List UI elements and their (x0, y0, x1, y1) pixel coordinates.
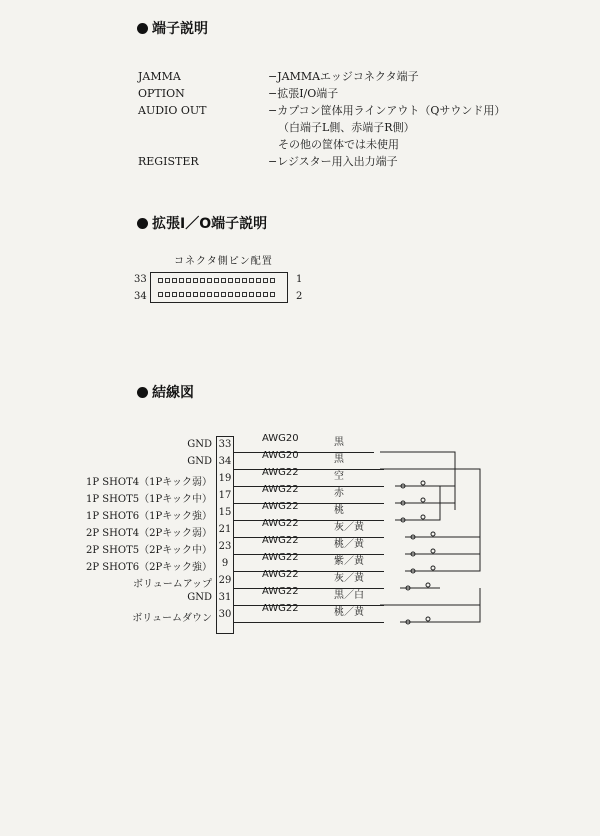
pin-label-bottom-right: 2 (296, 291, 303, 302)
wiring-pin-number: 23 (218, 541, 232, 552)
wiring-gauge: AWG22 (262, 467, 299, 478)
wiring-color: 空 (334, 471, 344, 482)
wiring-color: 黒 (334, 437, 344, 448)
wiring-pin-number: 21 (218, 524, 232, 535)
wiring-color: 灰／黄 (334, 522, 364, 533)
terminal-name: AUDIO OUT (138, 104, 207, 117)
wiring-signal-label: 2P SHOT4（2Pキック弱） (86, 528, 212, 539)
wiring-pin-number: 19 (218, 473, 232, 484)
wiring-gauge: AWG22 (262, 552, 299, 563)
terminal-desc: その他の筐体では未使用 (278, 138, 399, 151)
wiring-color: 灰／黄 (334, 573, 364, 584)
wiring-gauge: AWG22 (262, 586, 299, 597)
wiring-color: 赤 (334, 488, 344, 499)
terminal-desc: −レジスター用入出力端子 (268, 155, 398, 168)
wiring-pin-number: 33 (218, 439, 232, 450)
wiring-gauge: AWG22 (262, 535, 299, 546)
wiring-signal-label: 2P SHOT5（2Pキック中） (86, 545, 212, 556)
wiring-gauge: AWG22 (262, 484, 299, 495)
terminal-name: JAMMA (138, 70, 181, 83)
terminal-name: REGISTER (138, 155, 199, 168)
wiring-signal-label: ボリュームアップ (133, 579, 212, 590)
wiring-signal-label: 2P SHOT6（2Pキック強） (86, 562, 212, 573)
terminal-name: OPTION (138, 87, 185, 100)
wiring-gauge: AWG20 (262, 433, 299, 444)
wiring-pin-number: 34 (218, 456, 232, 467)
wiring-title-text: 結線図 (152, 385, 194, 401)
wiring-pin-number: 29 (218, 575, 232, 586)
wiring-gauge: AWG20 (262, 450, 299, 461)
pin-label-bottom-left: 34 (134, 291, 147, 302)
wiring-signal-label: 1P SHOT4（1Pキック弱） (86, 477, 212, 488)
wiring-color: 桃 (334, 505, 344, 516)
pin-label-top-left: 33 (134, 274, 147, 285)
connector-title: コネクタ側ピン配置 (174, 256, 273, 267)
wiring-signal-label: 1P SHOT6（1Pキック強） (86, 511, 212, 522)
wiring-gauge: AWG22 (262, 501, 299, 512)
wiring-gauge: AWG22 (262, 569, 299, 580)
terminals-title-text: 端子説明 (152, 21, 208, 37)
terminal-desc: −カプコン筐体用ラインアウト（Qサウンド用） (268, 104, 506, 117)
wiring-color: 桃／黄 (334, 539, 364, 550)
wiring-pin-number: 30 (218, 609, 232, 620)
wiring-gauge: AWG22 (262, 603, 299, 614)
wiring-signal-label: ボリュームダウン (132, 613, 212, 624)
pin-label-top-right: 1 (296, 274, 303, 285)
wiring-gauge: AWG22 (262, 518, 299, 529)
wiring-signal-label: GND (187, 592, 212, 603)
wiring-pin-number: 17 (218, 490, 232, 501)
expansion-title-text: 拡張I／O端子説明 (152, 216, 268, 232)
wiring-color: 紫／黄 (334, 556, 364, 567)
terminal-desc: −拡張I/O端子 (268, 87, 339, 100)
wiring-pin-number: 9 (221, 558, 229, 569)
wiring-pin-number: 15 (218, 507, 232, 518)
wiring-color: 桃／黄 (334, 607, 364, 618)
terminal-desc: −JAMMAエッジコネクタ端子 (268, 70, 419, 83)
wiring-color: 黒 (334, 454, 344, 465)
terminal-desc: （白端子L側、赤端子R側） (278, 121, 415, 134)
wiring-signal-label: GND (187, 439, 212, 450)
wiring-signal-label: GND (187, 456, 212, 467)
wiring-pin-number: 31 (218, 592, 232, 603)
wiring-signal-label: 1P SHOT5（1Pキック中） (86, 494, 212, 505)
wiring-color: 黒／白 (334, 590, 364, 601)
